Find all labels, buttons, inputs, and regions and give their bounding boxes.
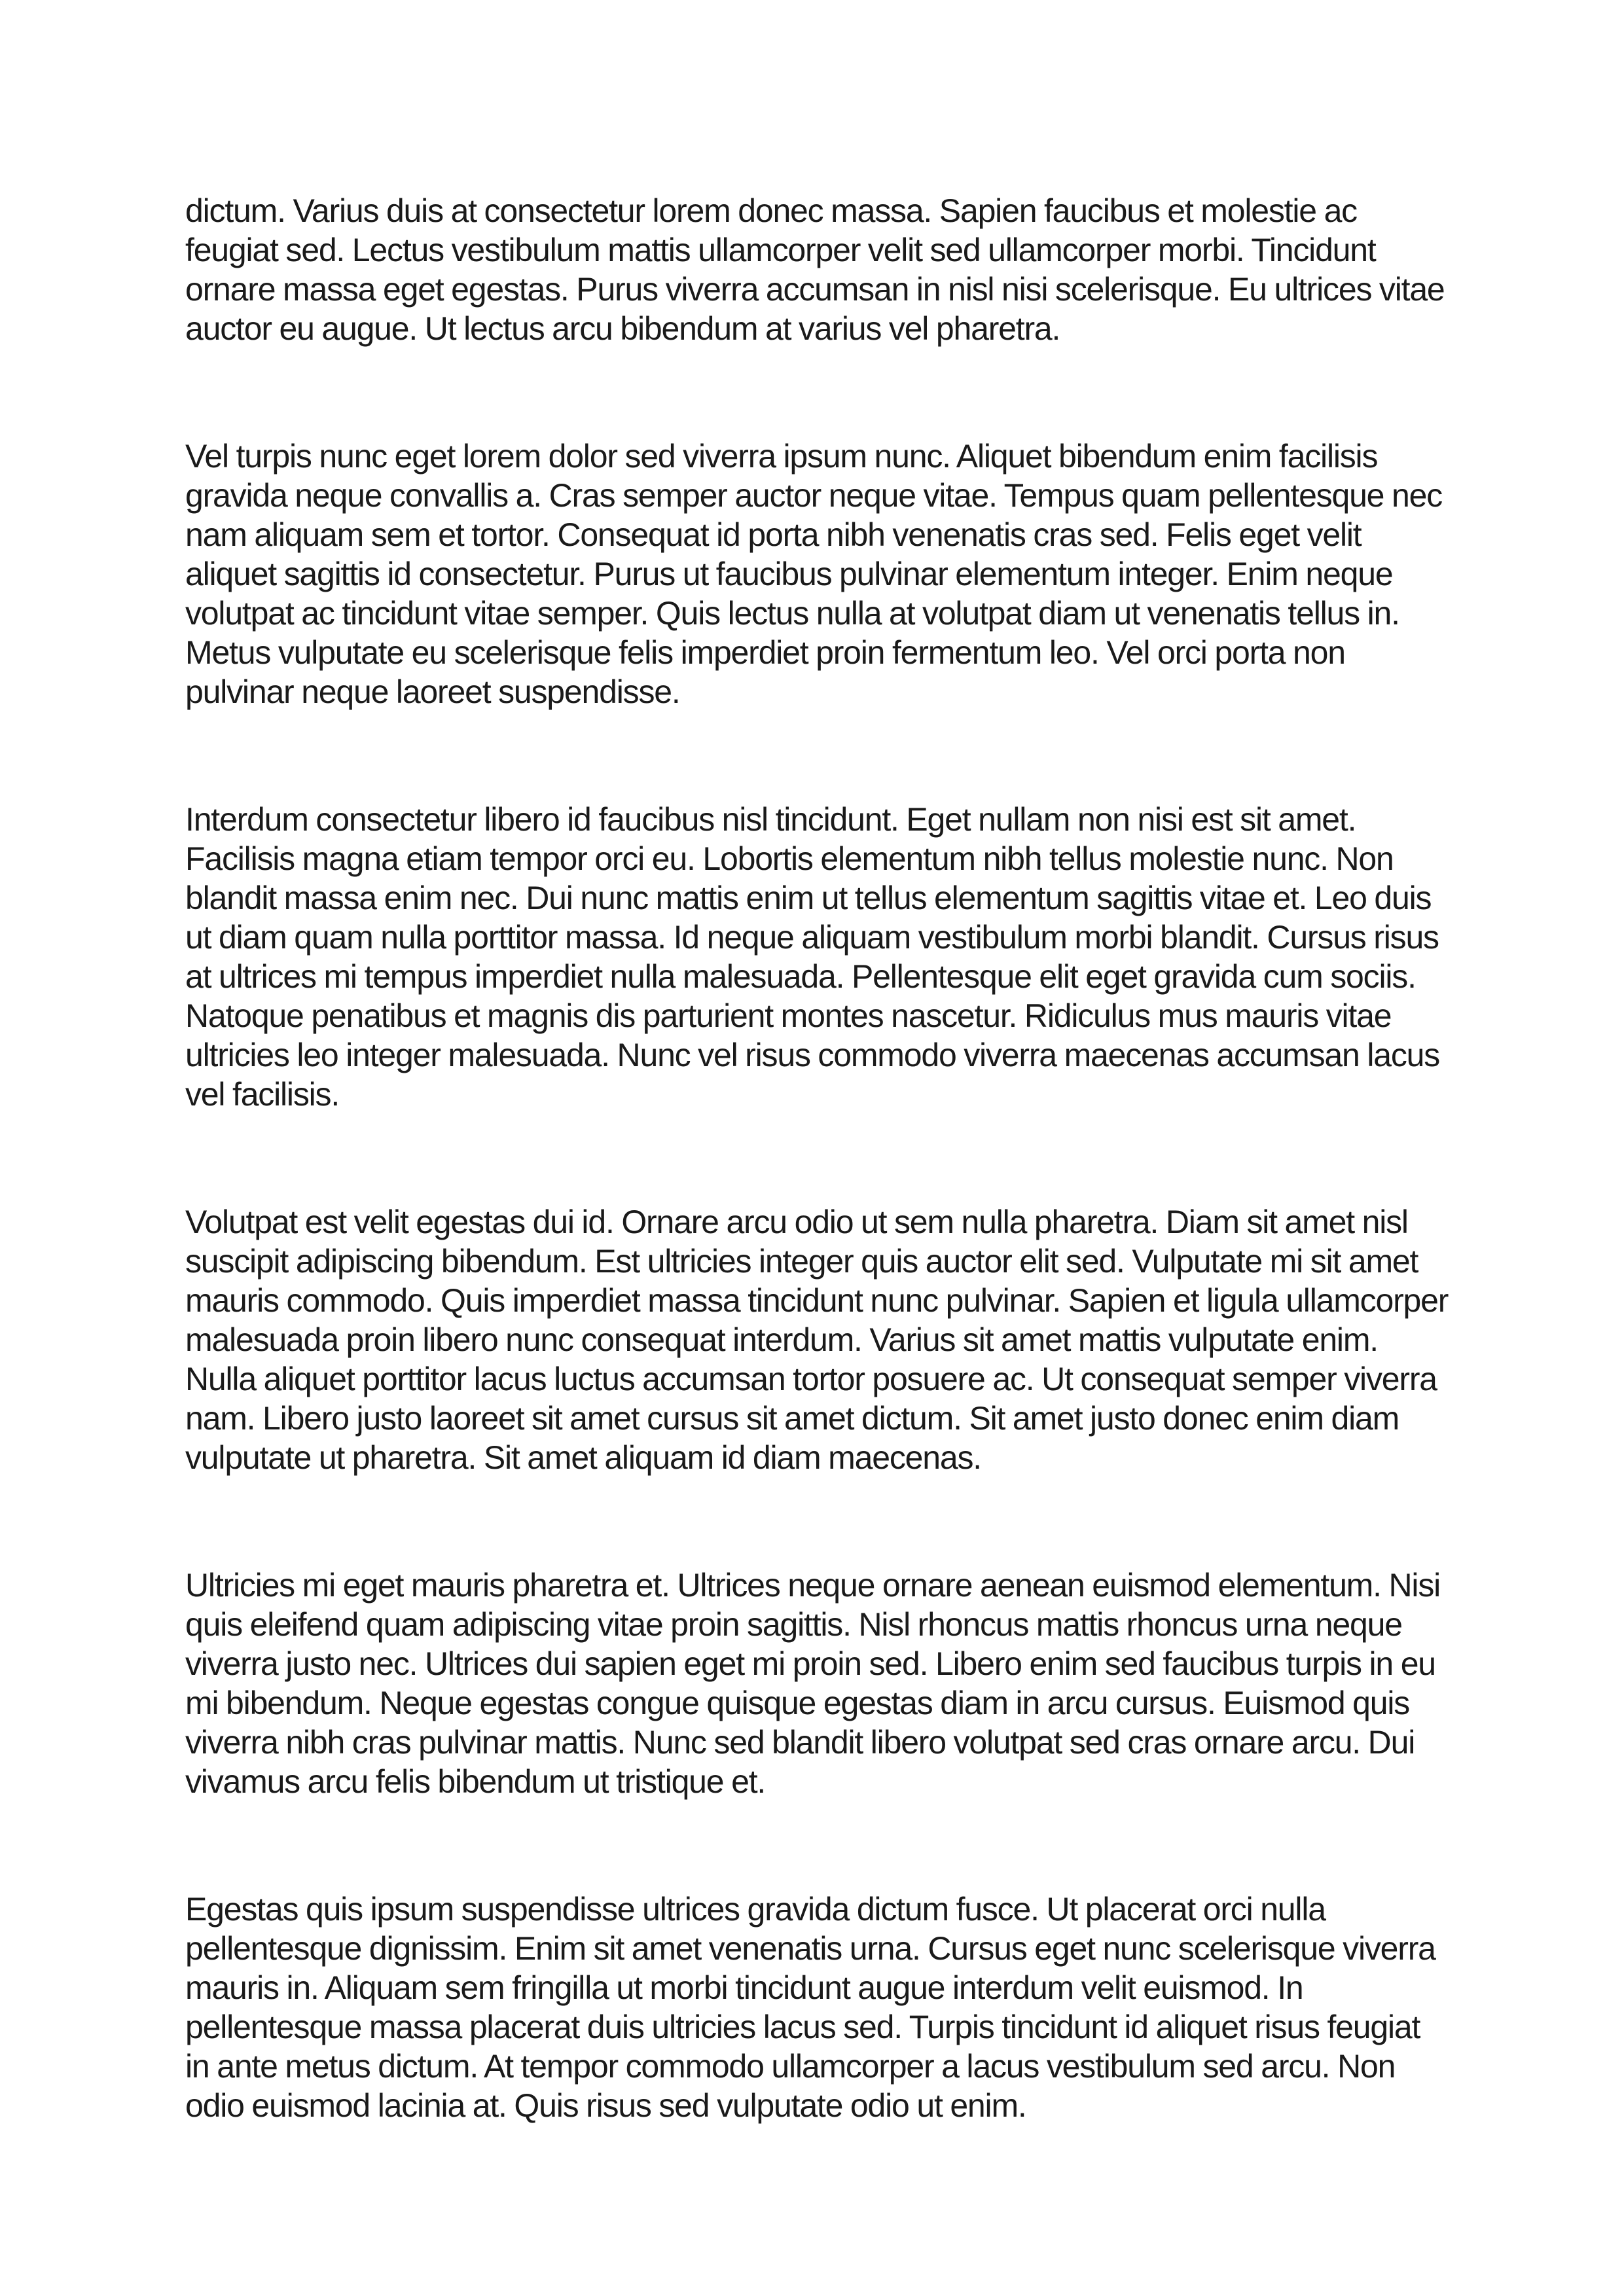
paragraph: Volutpat est velit egestas dui id. Ornare arcu odio ut sem nulla pharetra. Diam sit amet nisl suscipit adipiscing bibendum. Est ultricies integer quis auctor elit sed. Vulputate mi sit amet mauris commodo. Quis imperdiet massa tincidunt nunc pulvinar. Sapien et ligula ullamcorper malesuada proin libero nunc consequat interdum. Varius sit amet mattis vulputate enim. Nulla aliquet porttitor lacus luctus accumsan tortor posuere ac. Ut consequat semper viverra nam. Libero justo laoreet sit amet cursus sit amet dictum. Sit amet justo donec enim diam vulputate ut pharetra. Sit amet aliquam id diam maecenas. — [185, 1204, 1449, 1476]
paragraph: Interdum consectetur libero id faucibus nisl tincidunt. Eget nullam non nisi est sit amet. Facilisis magna etiam tempor orci eu. Lobortis elementum nibh tellus molestie nunc. Non blandit massa enim nec. Dui nunc mattis enim ut tellus elementum sagittis vitae et. Leo duis ut diam quam nulla porttitor massa. Id neque aliquam vestibulum morbi blandit. Cursus risus at ultrices mi tempus imperdiet nulla malesuada. Pellentesque elit eget gravida cum sociis. Natoque penatibus et magnis dis parturient montes nascetur. Ridiculus mus mauris vitae ultricies leo integer malesuada. Nunc vel risus commodo viverra maecenas accumsan lacus vel facilisis. — [185, 801, 1440, 1113]
document-text-block — [185, 191, 1449, 2125]
paragraph: dictum. Varius duis at consectetur lorem donec massa. Sapien faucibus et molestie ac feugiat sed. Lectus vestibulum mattis ullamcorper velit sed ullamcorper morbi. Tincidunt ornare massa eget egestas. Purus viverra accumsan in nisl nisi scelerisque. Eu ultrices vitae auctor eu augue. Ut lectus arcu bibendum at varius vel pharetra. — [185, 192, 1445, 347]
paragraph: Ultricies mi eget mauris pharetra et. Ultrices neque ornare aenean euismod elementum. Nisi quis eleifend quam adipiscing vitae proin sagittis. Nisl rhoncus mattis rhoncus urna neque viverra justo nec. Ultrices dui sapien eget mi proin sed. Libero enim sed faucibus turpis in eu mi bibendum. Neque egestas congue quisque egestas diam in arcu cursus. Euismod quis viverra nibh cras pulvinar mattis. Nunc sed blandit libero volutpat sed cras ornare arcu. Dui vivamus arcu felis bibendum ut tristique et. — [185, 1567, 1441, 1800]
paragraph: Vel turpis nunc eget lorem dolor sed viverra ipsum nunc. Aliquet bibendum enim facilisis gravida neque convallis a. Cras semper auctor neque vitae. Tempus quam pellentesque nec nam aliquam sem et tortor. Consequat id porta nibh venenatis cras sed. Felis eget velit aliquet sagittis id consectetur. Purus ut faucibus pulvinar elementum integer. Enim neque volutpat ac tincidunt vitae semper. Quis lectus nulla at volutpat diam ut venenatis tellus in. Metus vulputate eu scelerisque felis imperdiet proin fermentum leo. Vel orci porta non pulvinar neque laoreet suspendisse. — [185, 438, 1443, 710]
paragraph: Egestas quis ipsum suspendisse ultrices gravida dictum fusce. Ut placerat orci nulla pellentesque dignissim. Enim sit amet venenatis urna. Cursus eget nunc scelerisque viverra mauris in. Aliquam sem fringilla ut morbi tincidunt augue interdum velit euismod. In pellentesque massa placerat duis ultricies lacus sed. Turpis tincidunt id aliquet risus feugiat in ante metus dictum. At tempor commodo ullamcorper a lacus vestibulum sed arcu. Non odio euismod lacinia at. Quis risus sed vulputate odio ut enim. — [185, 1891, 1435, 2124]
